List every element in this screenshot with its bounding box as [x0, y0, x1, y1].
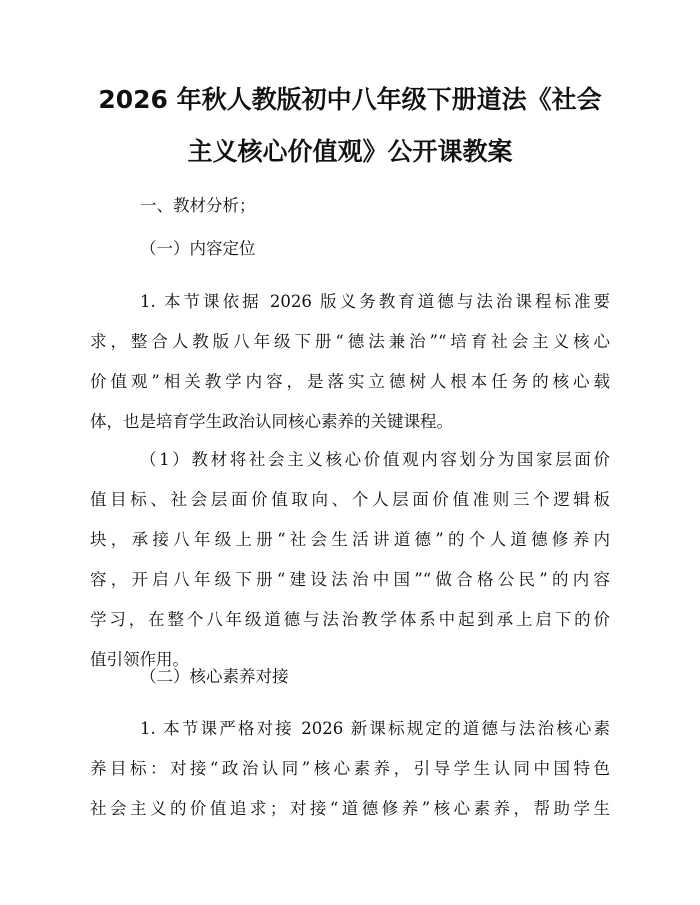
- title-line: 主义核心价值观》公开课教案: [187, 137, 513, 166]
- title-line: 2026 年秋人教版初中八年级下册道法《社会: [98, 85, 602, 114]
- paragraph-line: 体，也是培育学生政治认同核心素养的关键课程。: [90, 412, 453, 431]
- paragraph-line: 值引领作用。: [90, 650, 189, 669]
- paragraph-line: 值目标、社会层面价值取向、个人层面价值准则三个逻辑板: [90, 490, 610, 509]
- paragraph-line: （1）教材将社会主义核心价值观内容划分为国家层面价: [140, 450, 610, 469]
- paragraph-line: 求，整合人教版八年级下册“德法兼治”“培育社会主义核心: [90, 332, 610, 351]
- paragraph-line: 学习，在整个八年级道德与法治教学体系中起到承上启下的价: [90, 610, 610, 629]
- paragraph-line: 社会主义的价值追求；对接“道德修养”核心素养，帮助学生: [90, 799, 610, 818]
- paragraph-line: 1. 本节课依据 2026 版义务教育道德与法治课程标准要: [140, 292, 610, 311]
- document-title: [90, 74, 610, 178]
- subsection-heading: （二）核心素养对接: [140, 667, 289, 686]
- paragraph: [90, 282, 610, 442]
- subsection-heading: （一）内容定位: [140, 239, 256, 258]
- paragraph-line: 块，承接八年级上册“社会生活讲道德”的个人道德修养内: [90, 530, 610, 549]
- paragraph: [90, 709, 610, 829]
- paragraph: [90, 440, 610, 680]
- paragraph-line: 价值观”相关教学内容，是落实立德树人根本任务的核心载: [90, 372, 610, 391]
- paragraph-line: 养目标：对接“政治认同”核心素养，引导学生认同中国特色: [90, 759, 610, 778]
- section-heading: 一、教材分析；: [140, 196, 256, 215]
- paragraph-line: 容，开启八年级下册“建设法治中国”“做合格公民”的内容: [90, 570, 610, 589]
- paragraph-line: 1. 本节课严格对接 2026 新课标规定的道德与法治核心素: [140, 719, 610, 738]
